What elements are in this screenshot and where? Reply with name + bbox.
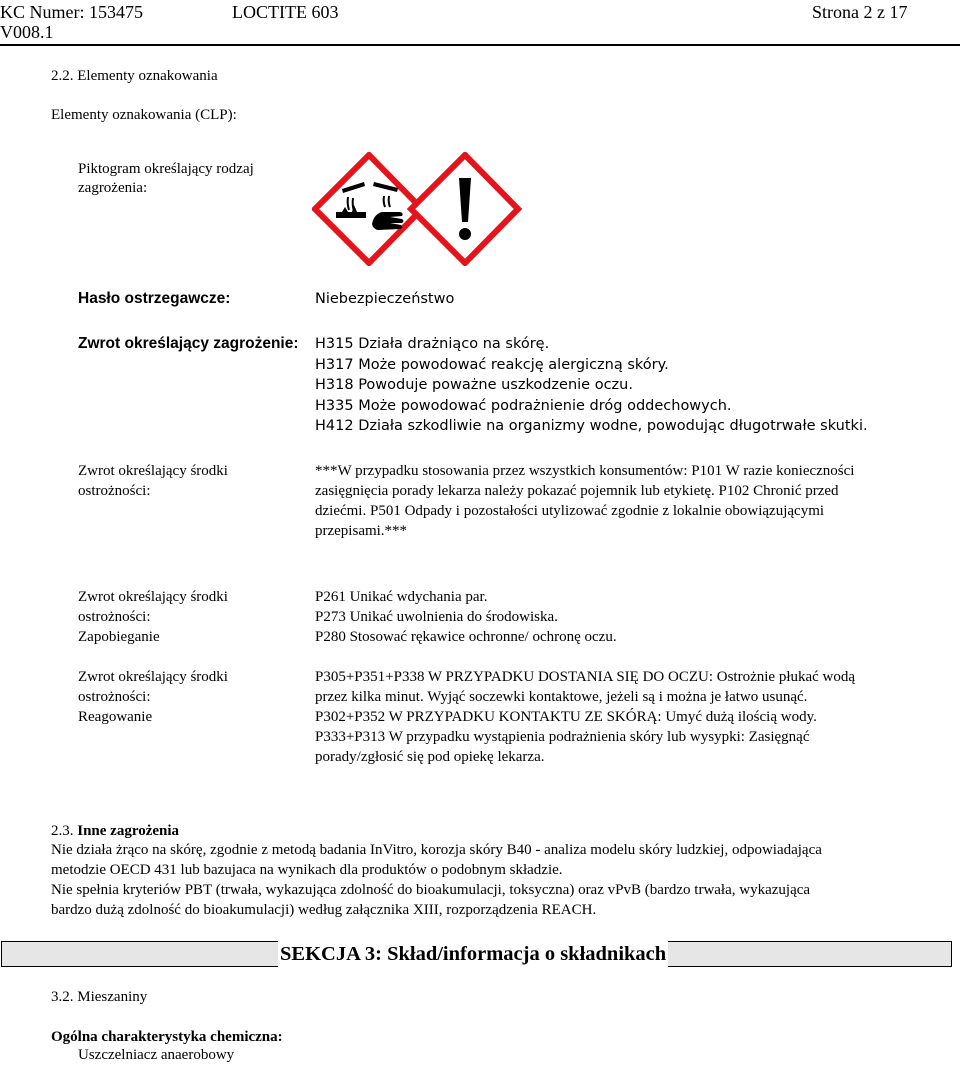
response-statement: P302+P352 W PRZYPADKU KONTAKTU ZE SKÓRĄ: Umyć dużą ilością wody.: [315, 709, 817, 725]
other-hazards-line: Nie działa żrąco na skórę, zgodnie z metodą badania InVitro, korozja skóry B40 - analiza modelu skóry ludzkiej, odpowiadająca: [51, 842, 822, 858]
response-label-line3: Reagowanie: [78, 709, 153, 725]
prevention-label-line1: Zwrot określający środki: [78, 589, 228, 605]
hazard-statement: H335 Może powodować podrażnienie dróg oddechowych.: [315, 397, 732, 414]
section-2-2-heading: 2.2. Elementy oznakowania: [51, 68, 218, 84]
hazard-statement: H317 Może powodować reakcję alergiczną skóry.: [315, 356, 669, 373]
hazard-statement: H412 Działa szkodliwie na organizmy wodne, powodując długotrwałe skutki.: [315, 418, 868, 434]
precaution-label-line1: Zwrot określający środki: [78, 463, 228, 479]
response-statement: P305+P351+P338 W PRZYPADKU DOSTANIA SIĘ DO OCZU: Ostrożnie płukać wodą: [315, 669, 856, 685]
clp-heading: Elementy oznakowania (CLP):: [51, 107, 237, 123]
response-label-line1: Zwrot określający środki: [78, 669, 228, 685]
section-2-3-heading: [51, 822, 179, 842]
section-2-3-title: Inne zagrożenia: [77, 823, 180, 839]
pictogram-label-line1: Piktogram określający rodzaj: [78, 161, 254, 177]
prevention-label-line2: ostrożności:: [78, 609, 151, 625]
hazard-statement: H318 Powoduje poważne uszkodzenie oczu.: [315, 377, 633, 393]
other-hazards-line: metodzie OECD 431 lub bazujaca na wynikach dla produktów o podobnym składzie.: [51, 862, 563, 878]
other-hazards-line: Nie spełnia kryteriów PBT (trwała, wykazująca zdolność do bioakumulacji, toksyczna) oraz vPvB (bardzo trwała, wykazująca: [51, 882, 811, 898]
prevention-statement: P261 Unikać wdychania par.: [315, 589, 488, 605]
pictogram-label-line2: zagrożenia:: [78, 180, 148, 196]
header-rule: [0, 44, 960, 46]
response-statement: porady/zgłosić się pod opiekę lekarza.: [315, 749, 545, 765]
section-2-3-number: 2.3.: [51, 823, 74, 839]
response-statement: przez kilka minut. Wyjąć soczewki kontaktowe, jeżeli są i można je łatwo usunąć.: [315, 689, 808, 705]
response-statement: P333+P313 W przypadku wystąpienia podrażnienia skóry lub wysypki: Zasięgnąć: [315, 729, 810, 745]
hazard-statement-label: Zwrot określający zagrożenie:: [78, 335, 299, 352]
product-name: LOCTITE 603: [232, 2, 339, 22]
exclamation-mark-icon: [411, 155, 518, 263]
response-label-line2: ostrożności:: [78, 689, 151, 705]
hazard-statement: H315 Działa drażniąco na skórę.: [315, 336, 550, 352]
prevention-statement: P273 Unikać uwolnienia do środowiska.: [315, 609, 558, 625]
chemical-characteristic-value: Uszczelniacz anaerobowy: [78, 1047, 235, 1063]
precaution-text-line: dziećmi. P501 Odpady i pozostałości utylizować zgodnie z lokalnie obowiązującymi: [315, 503, 825, 519]
signal-word-label: Hasło ostrzegawcze:: [78, 290, 231, 307]
prevention-label-line3: Zapobieganie: [78, 629, 160, 645]
signal-word: Niebezpieczeństwo: [315, 291, 455, 307]
section-3-title: SEKCJA 3: Skład/informacja o składnikach: [278, 941, 668, 968]
precaution-label-line2: ostrożności:: [78, 483, 151, 499]
page-number: Strona 2 z 17: [812, 2, 908, 22]
other-hazards-line: bardzo dużą zdolność do bioakumulacji) według załącznika XIII, rozporządzenia REACH.: [51, 902, 597, 918]
precaution-text-line: zasięgnięcia porady lekarza należy pokazać pojemnik lub etykietę. P102 Chronić przed: [315, 483, 839, 499]
corrosion-icon: [315, 155, 422, 263]
kc-number: KC Numer: 153475: [0, 2, 143, 22]
ghs-pictograms: [312, 152, 522, 266]
version: V008.1: [0, 22, 54, 42]
precaution-text-line: ***W przypadku stosowania przez wszystkich konsumentów: P101 W razie konieczności: [315, 463, 855, 479]
chemical-characteristic-label: Ogólna charakterystyka chemiczna:: [51, 1029, 283, 1045]
prevention-statement: P280 Stosować rękawice ochronne/ ochronę oczu.: [315, 629, 617, 645]
precaution-text-line: przepisami.***: [315, 523, 408, 539]
mixtures-heading: 3.2. Mieszaniny: [51, 989, 148, 1005]
